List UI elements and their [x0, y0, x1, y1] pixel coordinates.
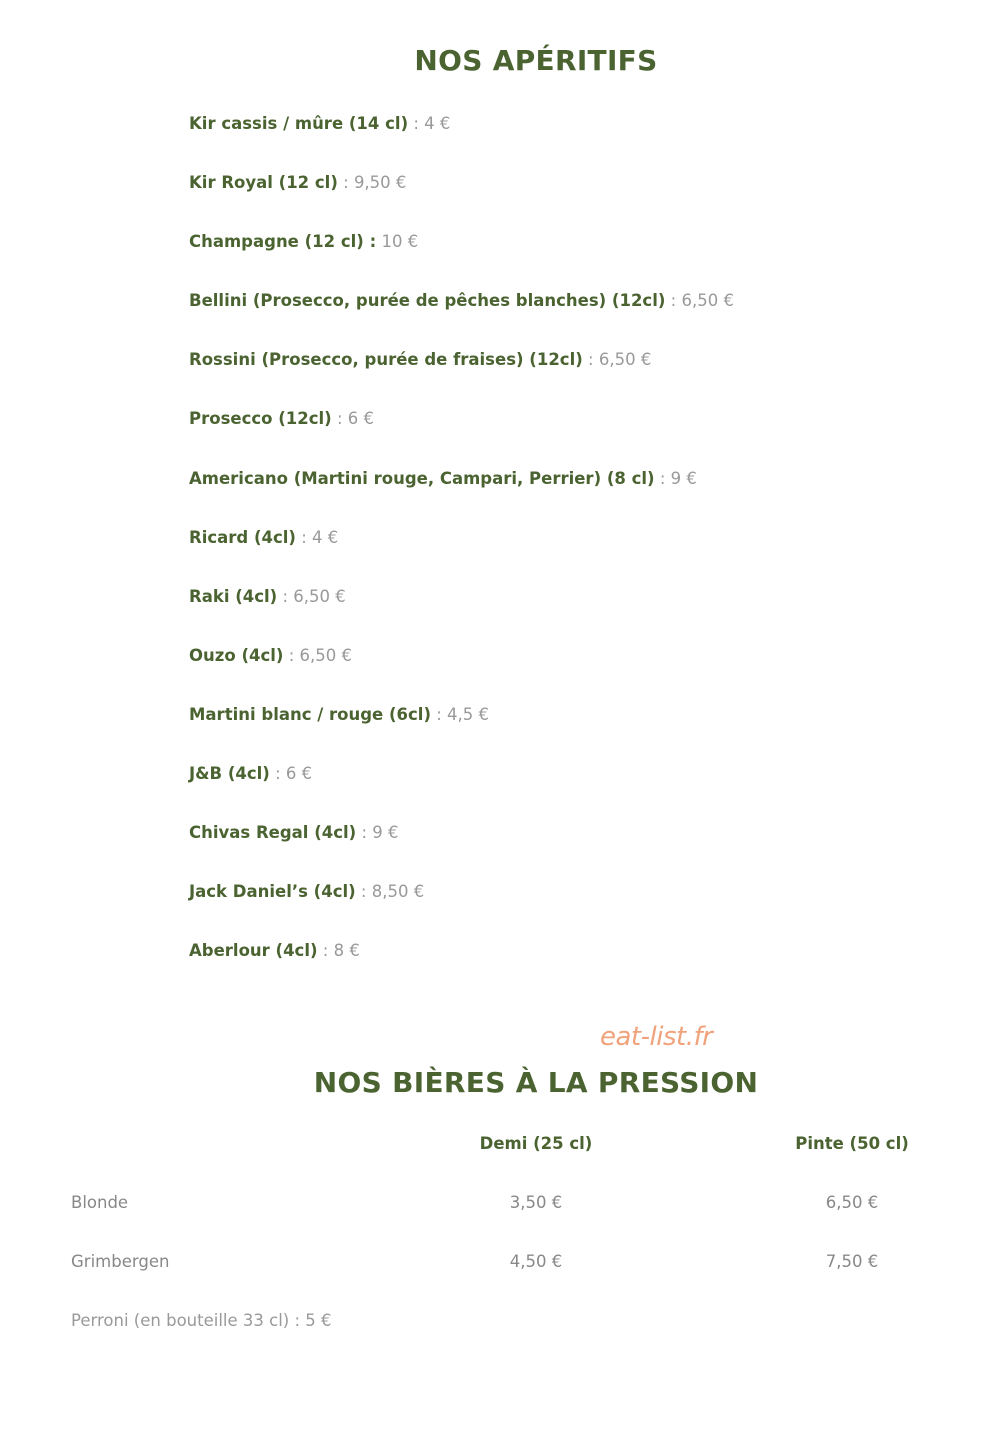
column-header-demi: Demi (25 cl)	[479, 1134, 593, 1153]
beer-demi-price: 4,50 €	[509, 1252, 563, 1271]
aperitif-price: : 4,5 €	[431, 704, 490, 724]
beer-name: Grimbergen	[71, 1252, 170, 1271]
aperitif-name: Kir cassis / mûre (14 cl)	[189, 114, 409, 133]
aperitif-price: : 4 €	[408, 114, 451, 133]
aperitif-name: Rossini (Prosecco, purée de fraises) (12cl)	[189, 350, 583, 370]
aperitif-name: Martini blanc / rouge (6cl)	[189, 704, 431, 724]
aperitif-price: : 9 €	[356, 823, 399, 843]
aperitif-name: Chivas Regal (4cl)	[189, 823, 357, 843]
aperitif-price: : 6,50 €	[283, 645, 352, 665]
aperitif-item	[189, 348, 734, 407]
aperitif-name: Raki (4cl)	[189, 586, 278, 606]
aperitif-item	[189, 526, 734, 585]
bieres-title: NOS BIÈRES À LA PRESSION	[313, 1066, 759, 1099]
aperitif-item	[189, 644, 734, 703]
aperitif-price: 10 €	[376, 232, 419, 252]
aperitif-price: : 8 €	[317, 941, 360, 961]
aperitif-item	[189, 939, 734, 998]
aperitif-name: Ricard (4cl)	[189, 527, 296, 547]
aperitif-price: : 9,50 €	[337, 173, 407, 193]
aperitif-name: Ouzo (4cl)	[189, 645, 284, 665]
aperitif-name: Americano (Martini rouge, Campari, Perrier) (8 cl)	[189, 468, 655, 488]
aperitif-name: Bellini (Prosecco, purée de pêches blanches) (12cl)	[189, 291, 666, 311]
aperitif-name: J&B (4cl)	[189, 764, 270, 784]
aperitif-price: : 6,50 €	[277, 586, 346, 606]
aperitif-price: : 9 €	[654, 468, 697, 488]
aperitif-item	[189, 230, 734, 289]
aperitif-price: : 6,50 €	[665, 291, 734, 311]
aperitif-name: Jack Daniel’s (4cl)	[189, 882, 356, 902]
bottle-note: Perroni (en bouteille 33 cl) : 5 €	[71, 1311, 332, 1330]
aperitif-item	[189, 171, 734, 230]
column-header-pinte: Pinte (50 cl)	[795, 1134, 909, 1153]
aperitif-item	[189, 585, 734, 644]
aperitif-item	[189, 880, 734, 939]
beer-pinte-price: 6,50 €	[825, 1193, 879, 1212]
aperitif-name: Aberlour (4cl)	[189, 941, 318, 961]
aperitif-item	[189, 821, 734, 880]
aperitif-name: Champagne (12 cl) :	[189, 232, 377, 252]
beer-demi-price: 3,50 €	[509, 1193, 563, 1212]
aperitif-item	[189, 289, 734, 348]
aperitif-price: : 4 €	[295, 527, 339, 547]
aperitif-name: Kir Royal (12 cl)	[189, 173, 338, 193]
aperitif-name: Prosecco (12cl)	[189, 409, 332, 429]
aperitif-item	[189, 112, 734, 171]
aperitif-price: : 6 €	[269, 764, 313, 784]
beer-row	[0, 1193, 989, 1217]
watermark-text: eat-list.fr	[600, 1022, 713, 1052]
aperitif-price: : 6,50 €	[582, 350, 652, 370]
beer-row	[0, 1252, 989, 1276]
aperitif-item	[189, 762, 734, 821]
beer-name: Blonde	[71, 1193, 129, 1212]
beer-pinte-price: 7,50 €	[825, 1252, 879, 1271]
aperitifs-title: NOS APÉRITIFS	[414, 44, 658, 77]
aperitifs-list	[189, 112, 734, 998]
aperitif-price: : 8,50 €	[355, 882, 425, 902]
aperitif-price: : 6 €	[331, 409, 374, 429]
aperitif-item	[189, 407, 734, 466]
aperitif-item	[189, 703, 734, 762]
aperitif-item	[189, 467, 734, 526]
